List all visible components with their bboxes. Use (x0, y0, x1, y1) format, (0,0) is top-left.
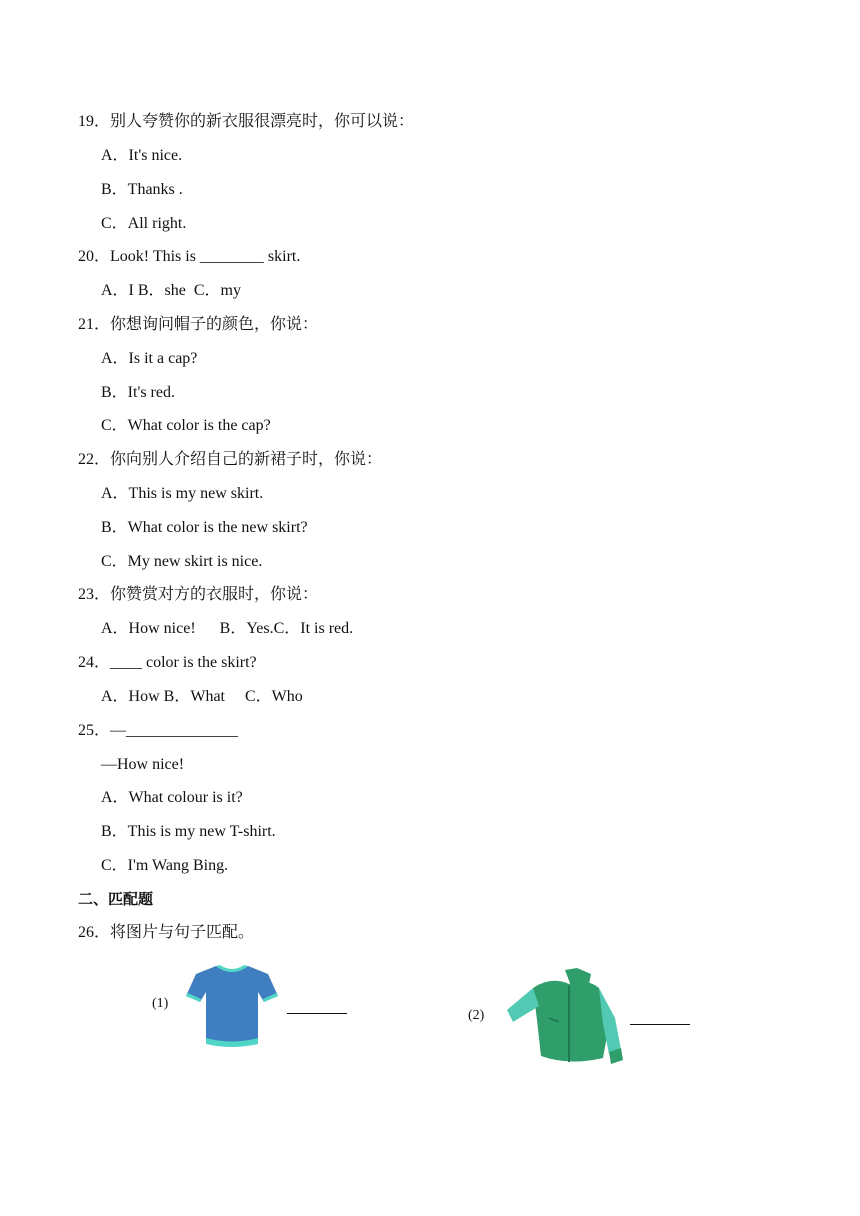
section-heading: 二、匹配题 (78, 890, 154, 908)
question-24-options: A．How B．What C．Who (101, 688, 303, 705)
question-19-option-c: C．All right. (101, 215, 187, 232)
question-25-reply: —How nice! (101, 756, 185, 773)
question-21-option-a: A．Is it a cap? (101, 350, 198, 367)
question-25-option-b: B．This is my new T-shirt. (101, 823, 276, 840)
question-21-option-b: B．It's red. (101, 384, 175, 401)
question-19-option-a: A．It's nice. (101, 147, 183, 164)
tshirt-icon (186, 962, 280, 1048)
question-19-option-b: B．Thanks . (101, 181, 183, 198)
question-22-option-b: B．What color is the new skirt? (101, 519, 308, 536)
question-20-options: A．I B．she C．my (101, 282, 242, 299)
question-25-option-c: C．I'm Wang Bing. (101, 857, 229, 874)
jacket-icon (503, 966, 625, 1068)
question-24-stem: 24．____ color is the skirt? (78, 654, 257, 671)
question-23-stem: 23．你赞赏对方的衣服时，你说： (78, 586, 319, 603)
question-19-stem: 19．别人夸赞你的新衣服很漂亮时，你可以说： (78, 113, 415, 130)
question-25-stem: 25．—______________ (78, 722, 239, 739)
match-item-2-label: (2) (468, 1008, 485, 1023)
match-item-1-answer-blank[interactable] (287, 1013, 347, 1014)
question-22-option-c: C．My new skirt is nice. (101, 553, 263, 570)
question-20-stem: 20．Look! This is ________ skirt. (78, 248, 301, 265)
question-22-stem: 22．你向别人介绍自己的新裙子时，你说： (78, 451, 383, 468)
question-26-stem: 26．将图片与句子匹配。 (78, 924, 255, 941)
question-22-option-a: A．This is my new skirt. (101, 485, 264, 502)
question-25-option-a: A．What colour is it? (101, 789, 243, 806)
match-item-2-answer-blank[interactable] (630, 1024, 690, 1025)
match-item-1-label: (1) (152, 996, 169, 1011)
question-21-stem: 21．你想询问帽子的颜色，你说： (78, 316, 319, 333)
question-23-options: A．How nice! B．Yes.C．It is red. (101, 620, 354, 637)
question-21-option-c: C．What color is the cap? (101, 417, 271, 434)
